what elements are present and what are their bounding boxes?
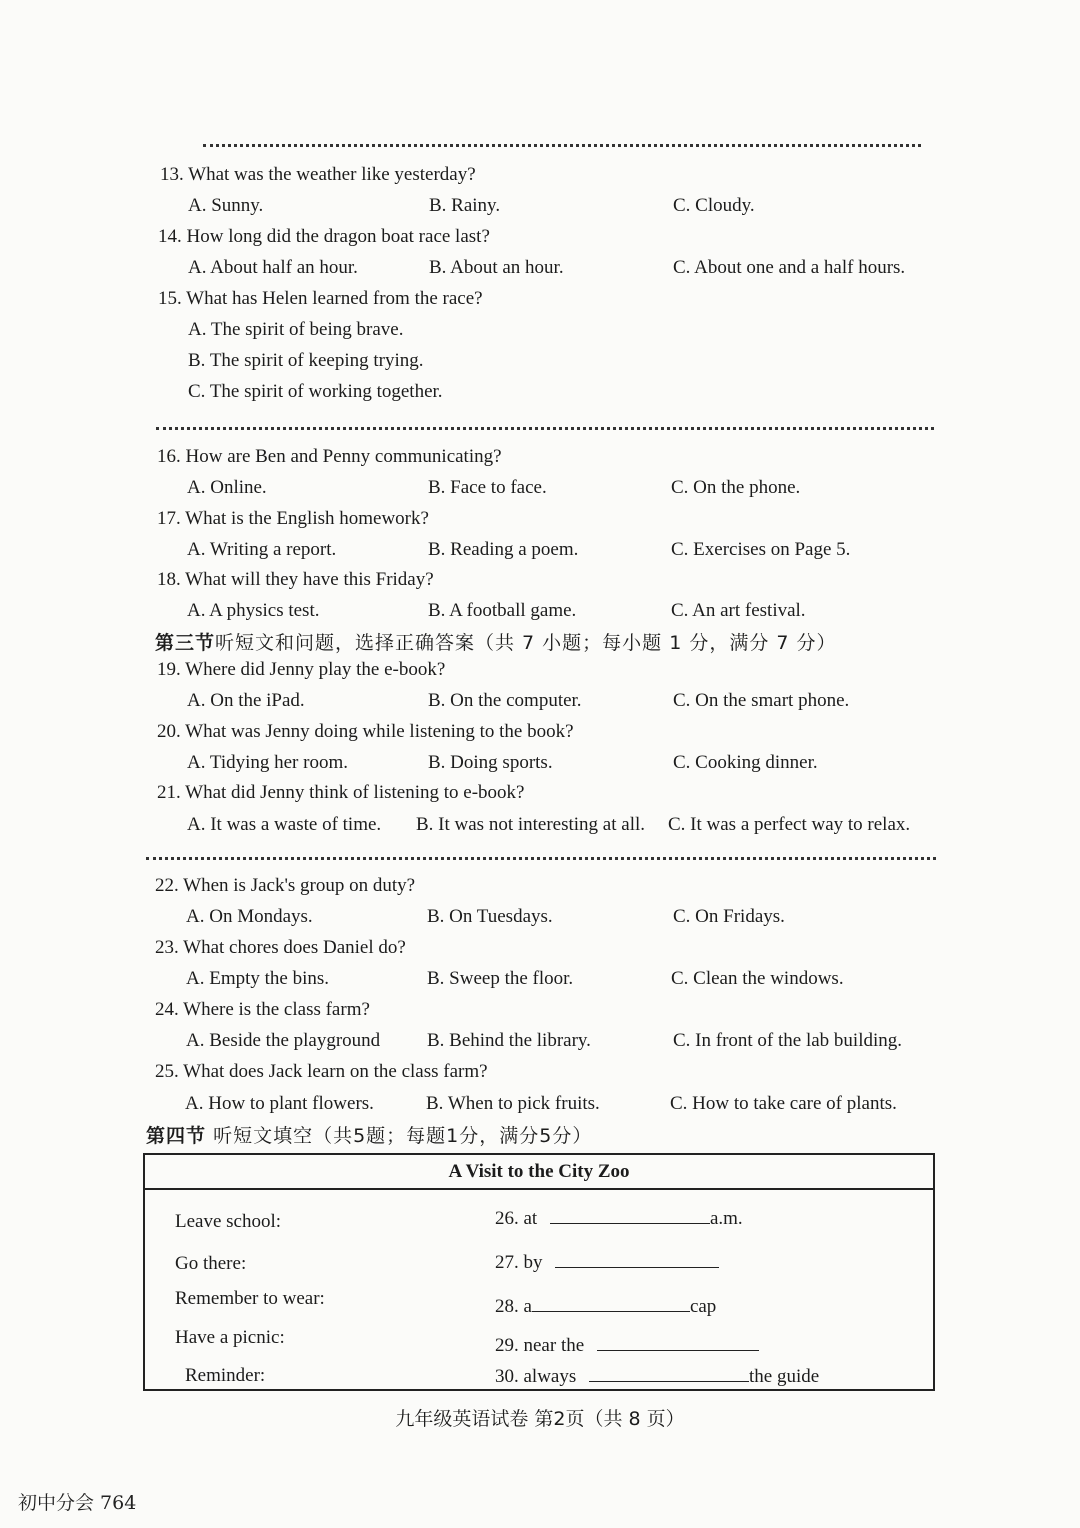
question-stem: 22. When is Jack's group on duty?	[155, 875, 416, 896]
question-stem: 23. What chores does Daniel do?	[155, 937, 406, 958]
option-b: B. Face to face.	[428, 477, 547, 498]
option-c: C. On the phone.	[671, 477, 801, 498]
row-label: Leave school:	[175, 1211, 282, 1232]
answer-suffix: the guide	[749, 1366, 820, 1387]
row-label: Reminder:	[185, 1365, 266, 1386]
question-stem: 15. What has Helen learned from the race?	[158, 288, 483, 309]
option-c: C. An art festival.	[671, 600, 806, 621]
answer-suffix: a.m.	[709, 1208, 743, 1229]
option-b: B. A football game.	[428, 600, 577, 621]
row-label: Have a picnic:	[175, 1327, 285, 1348]
answer-line-28	[495, 1295, 716, 1318]
answer-prefix: 27. by	[495, 1252, 543, 1273]
option-b: B. Rainy.	[429, 195, 501, 216]
option-a: A. It was a waste of time.	[187, 814, 382, 835]
question-stem: 17. What is the English homework?	[157, 508, 429, 529]
option-a: A. How to plant flowers.	[185, 1093, 374, 1114]
option-c: C. In front of the lab building.	[673, 1030, 903, 1051]
option-a: A. About half an hour.	[188, 257, 358, 278]
option-c: C. The spirit of working together.	[188, 381, 443, 402]
zoo-fill-in-table	[143, 1153, 935, 1391]
answer-blank[interactable]	[550, 1207, 710, 1224]
row-label: Go there:	[175, 1253, 247, 1274]
answer-blank[interactable]	[597, 1334, 759, 1351]
option-b: B. On Tuesdays.	[427, 906, 553, 927]
option-c: C. Clean the windows.	[671, 968, 844, 989]
row-label: Remember to wear:	[175, 1288, 325, 1309]
question-stem: 16. How are Ben and Penny communicating?	[157, 446, 502, 467]
option-b: B. It was not interesting at all.	[416, 814, 646, 835]
option-b: B. About an hour.	[429, 257, 564, 278]
option-a: A. Beside the playground	[186, 1030, 381, 1051]
option-a: A. Empty the bins.	[186, 968, 330, 989]
option-b: B. The spirit of keeping trying.	[188, 350, 424, 371]
answer-prefix: 29. near the	[495, 1335, 585, 1356]
dotted-separator	[203, 144, 921, 147]
watermark-text: 初中分会 764	[18, 1492, 137, 1514]
dotted-separator	[146, 857, 936, 860]
section-header	[155, 628, 837, 655]
option-c: C. It was a perfect way to relax.	[668, 814, 911, 835]
option-c: C. About one and a half hours.	[673, 257, 906, 278]
option-b: B. Behind the library.	[427, 1030, 591, 1051]
option-b: B. Reading a poem.	[428, 539, 579, 560]
option-a: A. Tidying her room.	[187, 752, 348, 773]
answer-line-27	[495, 1251, 719, 1274]
answer-line-26	[495, 1207, 743, 1230]
option-b: B. On the computer.	[428, 690, 582, 711]
answer-prefix: 26. at	[495, 1208, 538, 1229]
dotted-separator	[156, 427, 934, 430]
option-a: A. The spirit of being brave.	[188, 319, 404, 340]
section-instructions: 听短文填空（共5题；每题1分，满分5分）	[213, 1125, 593, 1147]
option-b: B. When to pick fruits.	[426, 1093, 600, 1114]
question-stem: 18. What will they have this Friday?	[157, 569, 434, 590]
answer-prefix: 30. always	[495, 1366, 577, 1387]
answer-line-30	[495, 1365, 819, 1388]
answer-blank[interactable]	[555, 1251, 719, 1268]
question-stem: 25. What does Jack learn on the class farm?	[155, 1061, 488, 1082]
option-a: A. Sunny.	[188, 195, 264, 216]
option-c: C. Cooking dinner.	[673, 752, 818, 773]
section-header	[146, 1121, 592, 1148]
option-c: C. Exercises on Page 5.	[671, 539, 851, 560]
section-instructions: 听短文和问题，选择正确答案（共 7 小题；每小题 1 分，满分 7 分）	[215, 632, 837, 654]
option-c: C. How to take care of plants.	[670, 1093, 897, 1114]
answer-prefix: 28. a	[495, 1296, 532, 1317]
option-a: A. Online.	[187, 477, 267, 498]
question-stem: 20. What was Jenny doing while listening to the book?	[157, 721, 574, 742]
table-title: A Visit to the City Zoo	[145, 1155, 933, 1190]
answer-blank[interactable]	[532, 1295, 690, 1312]
answer-blank[interactable]	[589, 1365, 749, 1382]
question-stem: 19. Where did Jenny play the e-book?	[157, 659, 446, 680]
question-stem: 13. What was the weather like yesterday?	[160, 164, 476, 185]
option-a: A. On the iPad.	[187, 690, 305, 711]
option-a: A. A physics test.	[187, 600, 320, 621]
question-stem: 21. What did Jenny think of listening to e-book?	[157, 782, 525, 803]
section-label: 第四节	[146, 1125, 207, 1147]
option-c: C. On Fridays.	[673, 906, 785, 927]
answer-line-29	[495, 1334, 759, 1357]
option-b: B. Doing sports.	[428, 752, 553, 773]
option-a: A. On Mondays.	[186, 906, 313, 927]
option-a: A. Writing a report.	[187, 539, 337, 560]
option-b: B. Sweep the floor.	[427, 968, 574, 989]
question-stem: 24. Where is the class farm?	[155, 999, 370, 1020]
option-c: C. Cloudy.	[673, 195, 755, 216]
option-c: C. On the smart phone.	[673, 690, 850, 711]
page-footer: 九年级英语试卷 第2页（共 8 页）	[395, 1408, 685, 1430]
answer-suffix: cap	[689, 1296, 717, 1317]
section-label: 第三节	[155, 632, 216, 654]
question-stem: 14. How long did the dragon boat race last?	[158, 226, 490, 247]
